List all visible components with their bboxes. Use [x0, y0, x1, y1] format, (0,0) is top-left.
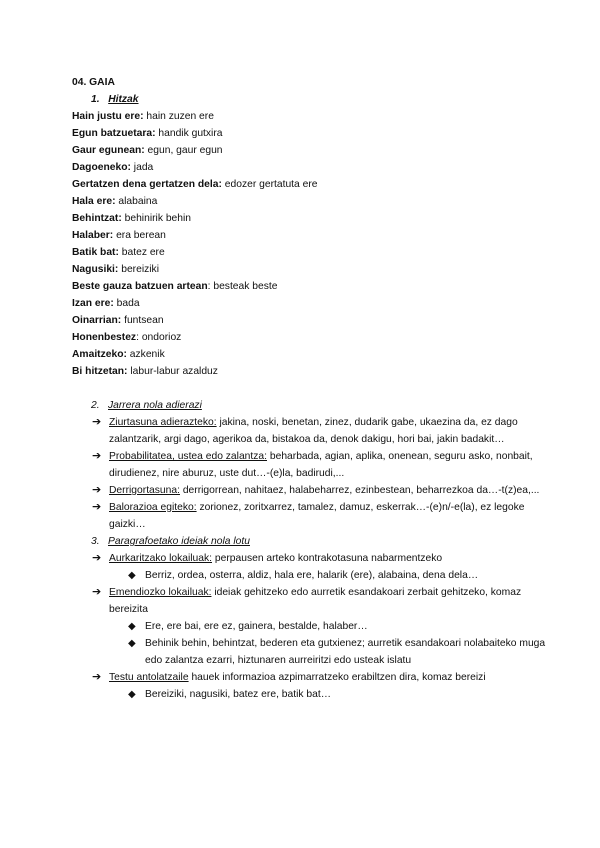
term-value: behinirik behin [121, 213, 192, 224]
term-key: Behintzat: [72, 213, 122, 224]
connector-key: Emendiozko lokailuak: [109, 587, 212, 598]
term-item [72, 244, 560, 261]
section-1-number: 1. [91, 94, 100, 105]
term-value: edozer gertatuta ere [221, 179, 318, 190]
arrow-icon: ➔ [92, 450, 102, 462]
term-item [72, 346, 560, 363]
connector-subitem [72, 618, 560, 635]
subitem-text: Ere, ere bai, ere ez, gainera, bestalde, halaber… [145, 621, 368, 632]
attitude-item [72, 499, 560, 533]
term-value: labur-labur azalduz [127, 366, 218, 377]
connector-value: ideiak gehitzeko edo aurretik esandakoari zerbait gehitzeko, komaz bereizita [109, 587, 522, 615]
section-3-heading [72, 533, 560, 550]
term-value: handik gutxira [155, 128, 223, 139]
connector-value: perpausen arteko kontrakotasuna nabarmentzeko [212, 553, 443, 564]
term-item [72, 193, 560, 210]
term-key: Halaber: [72, 230, 114, 241]
attitude-value: derrigorrean, nahitaez, halabeharrez, ezinbestean, beharrezkoa da…-t(z)ea,... [179, 485, 540, 496]
section-2-number: 2. [91, 400, 100, 411]
connector-value: hauek informazioa azpimarratzeko erabiltzen dira, komaz bereizi [188, 672, 486, 683]
attitude-key: Ziurtasuna adierazteko: [109, 417, 217, 428]
connector-item [72, 550, 560, 567]
term-item [72, 159, 560, 176]
term-value: bada [113, 298, 140, 309]
term-value: batez ere [118, 247, 165, 258]
attitude-value: jakina, noski, benetan, zinez, dudarik gabe, ukaezina da, ez dago zalantzarik, argi dago, agerikoa da, bistakoa da, denok dakigu, hori bai, jakin badakit… [109, 417, 518, 445]
attitude-value: beharbada, agian, aplika, onenean, seguru asko, nonbait, dirudienez, nire aburuz, uste dut…-(e)la, badirudi,... [109, 451, 533, 479]
term-key: Honenbestez [72, 332, 137, 343]
section-3-number: 3. [91, 536, 100, 547]
attitude-value: zorionez, zoritxarrez, tamalez, damuz, eskerrak…-(e)n/-e(la), ez legoke gaizki… [109, 502, 525, 530]
term-value: era berean [113, 230, 166, 241]
document-title: 04. GAIA [72, 77, 115, 88]
arrow-icon: ➔ [92, 484, 102, 496]
term-item [72, 227, 560, 244]
term-value: bereiziki [118, 264, 159, 275]
attitude-item [72, 448, 560, 482]
term-key: Dagoeneko: [72, 162, 131, 173]
term-key: Nagusiki: [72, 264, 119, 275]
term-key: Gertatzen dena gertatzen dela: [72, 179, 222, 190]
term-value: alabaina [115, 196, 158, 207]
term-value: hain zuzen ere [143, 111, 214, 122]
term-item [72, 142, 560, 159]
connector-item [72, 669, 560, 686]
term-key: Hain justu ere: [72, 111, 144, 122]
term-value: azkenik [126, 349, 165, 360]
connector-key: Testu antolatzaile [109, 672, 189, 683]
section-2-label: Jarrera nola adierazi [108, 400, 202, 411]
term-key: Hala ere: [72, 196, 116, 207]
subitem-text: Bereiziki, nagusiki, batez ere, batik bat… [145, 689, 332, 700]
term-key: Gaur egunean: [72, 145, 145, 156]
section-1-label: Hitzak [108, 94, 139, 105]
connector-subitem [72, 686, 560, 703]
term-value: funtsean [121, 315, 164, 326]
connector-subitem [72, 635, 560, 669]
subitem-text: Behinik behin, behintzat, bederen eta gutxienez; aurretik esandakoari nolabaiteko muga edo zalantza ezarri, hiztunaren aurreiritzi edo usteak islatu [145, 638, 546, 666]
attitude-key: Probabilitatea, ustea edo zalantza: [109, 451, 267, 462]
connector-subitem [72, 567, 560, 584]
connector-item [72, 584, 560, 618]
term-item [72, 312, 560, 329]
spacer [72, 380, 560, 397]
term-item [72, 125, 560, 142]
attitude-item [72, 414, 560, 448]
term-key: Egun batzuetara: [72, 128, 156, 139]
diamond-bullet-icon: ◆ [128, 621, 136, 632]
term-item [72, 210, 560, 227]
arrow-icon: ➔ [92, 416, 102, 428]
diamond-bullet-icon: ◆ [128, 570, 136, 581]
subitem-text: Berriz, ordea, osterra, aldiz, hala ere, halarik (ere), alabaina, dena dela… [145, 570, 479, 581]
arrow-icon: ➔ [92, 671, 102, 683]
term-value: egun, gaur egun [144, 145, 223, 156]
term-key: Batik bat: [72, 247, 119, 258]
term-key: Beste gauza batzuen artean [72, 281, 208, 292]
section-1-heading [72, 91, 560, 108]
term-value: : besteak beste [207, 281, 278, 292]
term-key: Oinarrian: [72, 315, 122, 326]
attitude-key: Balorazioa egiteko: [109, 502, 197, 513]
term-key: Izan ere: [72, 298, 114, 309]
section-2-heading [72, 397, 560, 414]
terms-list [72, 108, 560, 380]
term-value: : ondorioz [136, 332, 182, 343]
arrow-icon: ➔ [92, 501, 102, 513]
section-3-label: Paragrafoetako ideiak nola lotu [108, 536, 250, 547]
arrow-icon: ➔ [92, 586, 102, 598]
term-item [72, 329, 560, 346]
diamond-bullet-icon: ◆ [128, 638, 136, 649]
term-item [72, 278, 560, 295]
term-item [72, 363, 560, 380]
diamond-bullet-icon: ◆ [128, 689, 136, 700]
term-item [72, 261, 560, 278]
term-item [72, 176, 560, 193]
arrow-icon: ➔ [92, 552, 102, 564]
term-item [72, 108, 560, 125]
connector-key: Aurkaritzako lokailuak: [109, 553, 213, 564]
term-key: Bi hitzetan: [72, 366, 128, 377]
attitude-item [72, 482, 560, 499]
term-value: jada [130, 162, 154, 173]
attitude-key: Derrigortasuna: [109, 485, 180, 496]
term-item [72, 295, 560, 312]
term-key: Amaitzeko: [72, 349, 127, 360]
